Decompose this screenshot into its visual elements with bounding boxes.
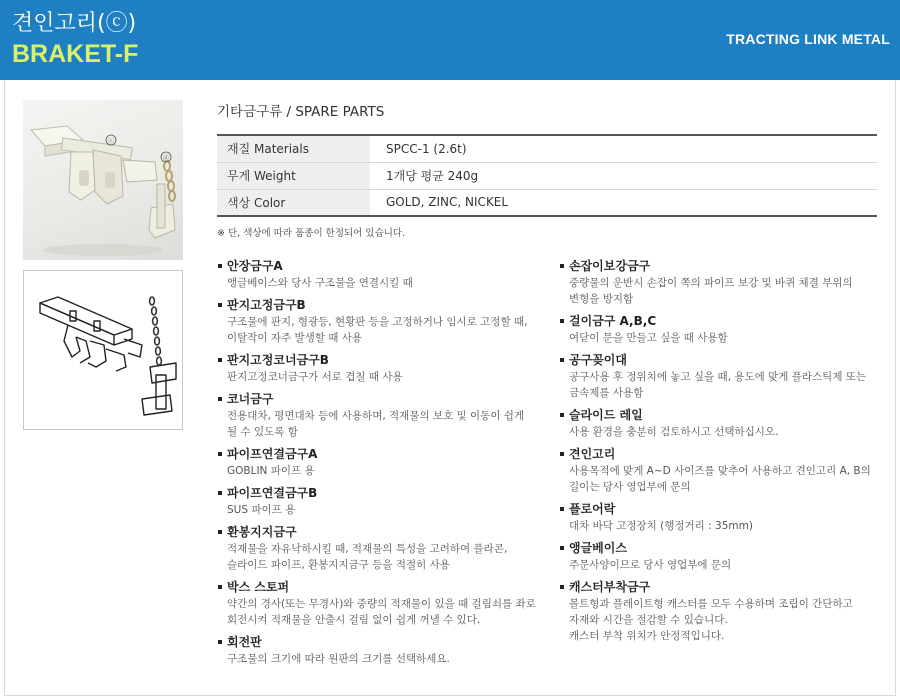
- list-item: [218, 258, 548, 291]
- item-desc: 구조물에 판지, 형광등, 현황판 등을 고정하거나 임시로 고정할 때,: [227, 316, 528, 328]
- list-item: [560, 540, 890, 573]
- item-desc: 회전시켜 적재물을 안출시 걸림 없이 쉽게 꺼낼 수 있다.: [227, 614, 481, 626]
- item-desc: 앵글베이스와 당사 구조물을 연결시킬 때: [227, 277, 413, 289]
- item-desc: 될 수 있도록 함: [227, 426, 298, 438]
- list-item: [218, 485, 548, 518]
- item-name: 박스 스토퍼: [227, 580, 290, 594]
- spec-value: SPCC-1 (2.6t): [370, 135, 877, 162]
- item-name: 공구꽂이대: [569, 353, 627, 367]
- spec-table: [217, 134, 877, 217]
- list-item: [560, 446, 890, 495]
- item-name: 견인고리: [569, 447, 616, 461]
- item-name: 회전판: [227, 635, 262, 649]
- item-desc: 슬라이드 파이프, 환봉지지금구 등을 적절히 사용: [227, 559, 450, 571]
- label-d: ⓓ: [163, 155, 170, 162]
- item-desc: 약간의 경사(또는 무경사)와 중량의 적재물이 있을 때 걸림쇠를 좌로: [227, 598, 536, 610]
- item-name: 걸이금구 A,B,C: [569, 314, 657, 328]
- page-header: [0, 0, 900, 80]
- list-item: [560, 407, 890, 440]
- spec-key: 색상 Color: [217, 189, 370, 216]
- section-title: 기타금구류 / SPARE PARTS: [217, 104, 385, 120]
- item-desc: 중량물의 운반시 손잡이 쪽의 파이프 보강 및 바퀴 체결 부위의: [569, 277, 853, 289]
- product-photo-illustration: [23, 100, 183, 260]
- item-name: 손잡이보강금구: [569, 259, 651, 273]
- table-row: [217, 135, 877, 162]
- item-desc: 사용목적에 맞게 A~D 사이즈를 맞추어 사용하고 견인고리 A, B의: [569, 465, 871, 477]
- line-drawing-illustration: [24, 271, 183, 430]
- spec-key: 재질 Materials: [217, 135, 370, 162]
- item-desc: 캐스터 부착 위치가 안정적입니다.: [569, 630, 725, 642]
- item-name: 캐스터부착금구: [569, 580, 651, 594]
- list-item: [560, 313, 890, 346]
- item-desc: 변형을 방지함: [569, 293, 634, 305]
- spec-note: ※ 단, 색상에 따라 품종이 한정되어 있습니다.: [217, 228, 406, 239]
- item-desc: 여닫이 문을 만들고 싶을 때 사용함: [569, 332, 728, 344]
- item-desc: 구조물의 크기에 따라 원판의 크기를 선택하세요.: [227, 653, 450, 665]
- list-item: [560, 258, 890, 307]
- item-desc: GOBLIN 파이프 용: [227, 465, 315, 477]
- item-name: 안장금구A: [227, 259, 283, 273]
- label-c: ⓒ: [108, 138, 115, 145]
- list-item: [218, 352, 548, 385]
- product-line-drawing: [23, 270, 183, 430]
- list-item: [560, 352, 890, 401]
- list-item: [560, 501, 890, 534]
- spec-key: 무게 Weight: [217, 162, 370, 189]
- spec-value: GOLD, ZINC, NICKEL: [370, 189, 877, 216]
- item-desc: 금속제를 사용함: [569, 387, 644, 399]
- item-desc: 볼트형과 플레이트형 캐스터를 모두 수용하며 조립이 간단하고: [569, 598, 853, 610]
- table-row: [217, 162, 877, 189]
- spec-value: 1개당 평균 240g: [370, 162, 877, 189]
- item-name: 앵글베이스: [569, 541, 627, 555]
- item-desc: 주문사양이므로 당사 영업부에 문의: [569, 559, 732, 571]
- brand-label: TRACTING LINK METAL: [726, 31, 890, 47]
- list-item: [218, 446, 548, 479]
- page-title-english: BRAKET-F: [12, 40, 139, 68]
- item-name: 환봉지지금구: [227, 525, 297, 539]
- item-name: 플로어락: [569, 502, 616, 516]
- item-desc: 공구사용 후 정위치에 놓고 싶을 때, 용도에 맞게 플라스틱제 또는: [569, 371, 867, 383]
- product-photo: [23, 100, 183, 260]
- item-name: 파이프연결금구B: [227, 486, 318, 500]
- item-name: 파이프연결금구A: [227, 447, 318, 461]
- item-name: 코너금구: [227, 392, 274, 406]
- item-desc: 전용대차, 평면대차 등에 사용하며, 적재물의 보호 및 이동이 쉽게: [227, 410, 525, 422]
- item-desc: SUS 파이프 용: [227, 504, 296, 516]
- parts-list-left: [218, 258, 548, 673]
- table-row: [217, 189, 877, 216]
- list-item: [218, 391, 548, 440]
- list-item: [560, 579, 890, 644]
- list-item: [218, 297, 548, 346]
- item-desc: 대차 바닥 고정장치 (행정거리 : 35mm): [569, 520, 753, 532]
- parts-list-right: [560, 258, 890, 650]
- list-item: [218, 524, 548, 573]
- item-desc: 이탈작이 자주 발생할 때 사용: [227, 332, 363, 344]
- item-desc: 자재와 시간을 절감할 수 있습니다.: [569, 614, 728, 626]
- item-desc: 판지고정코너금구가 서로 겹칠 때 사용: [227, 371, 403, 383]
- item-name: 판지고정코너금구B: [227, 353, 329, 367]
- list-item: [218, 634, 548, 667]
- item-name: 판지고정금구B: [227, 298, 306, 312]
- item-desc: 길이는 당사 영업부에 문의: [569, 481, 691, 493]
- item-name: 슬라이드 레일: [569, 408, 643, 422]
- page-title-korean: 견인고리(ⓒ): [12, 11, 137, 36]
- list-item: [218, 579, 548, 628]
- item-desc: 적재물을 자유낙하시킬 때, 적재물의 특성을 고려하여 플라콘,: [227, 543, 508, 555]
- item-desc: 사용 환경을 충분히 검토하시고 선택하십시오.: [569, 426, 779, 438]
